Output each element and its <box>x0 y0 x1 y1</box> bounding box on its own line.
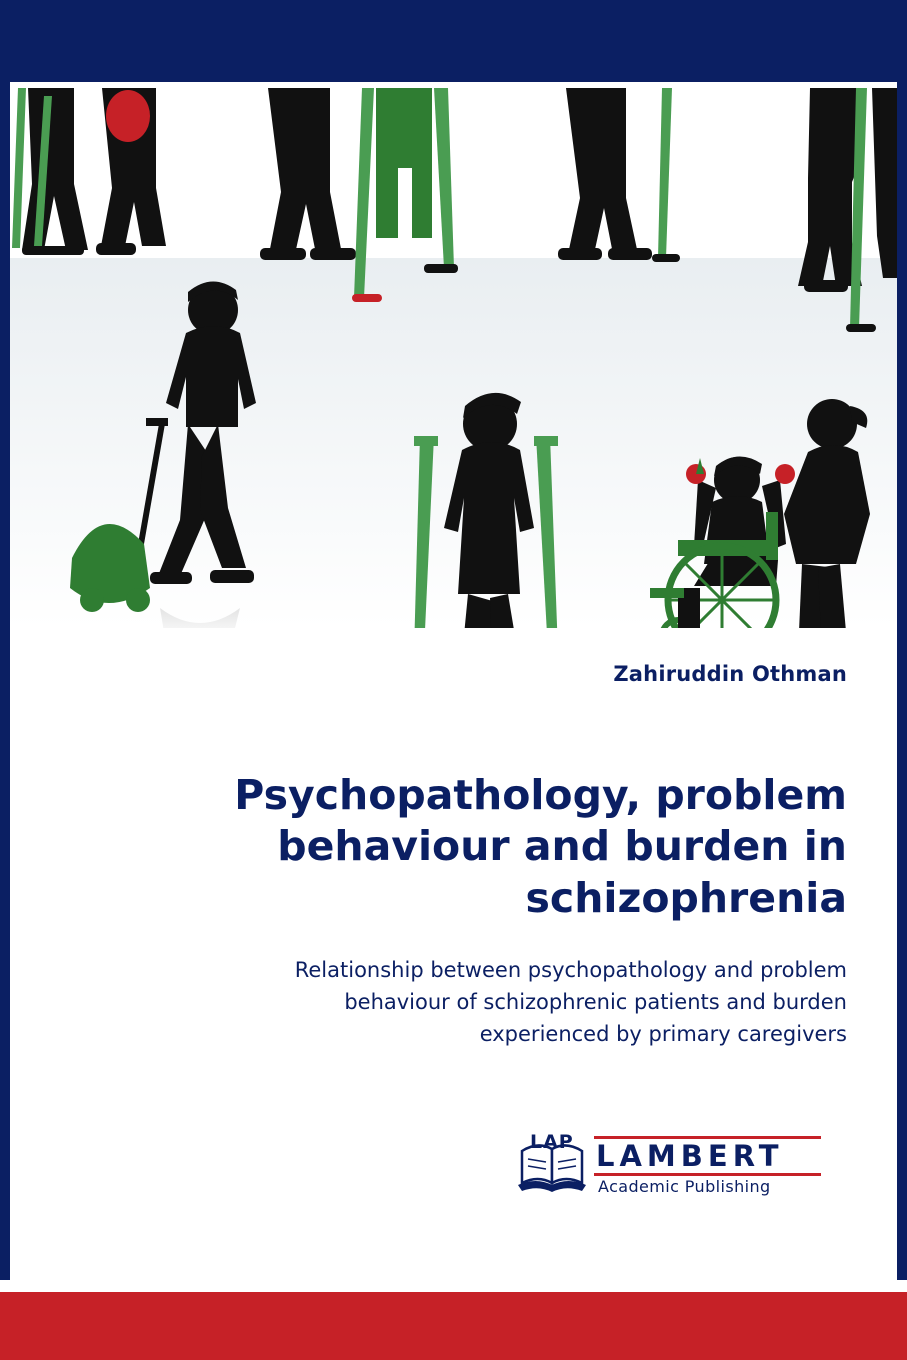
top-navy-band <box>0 0 907 82</box>
author-name: Zahiruddin Othman <box>613 662 847 686</box>
title-line-1: Psychopathology, problem <box>234 771 847 819</box>
bottom-white-gap <box>0 1280 907 1292</box>
logo-rule-bottom <box>594 1173 821 1176</box>
title-line-2: behaviour and burden in <box>277 822 847 871</box>
subtitle-line-2: behaviour of schizophrenic patients and burden <box>344 989 847 1014</box>
right-navy-rail <box>897 82 907 1280</box>
bottom-red-band <box>0 1292 907 1360</box>
publisher-mark: LAP <box>530 1131 574 1153</box>
publisher-tagline: Academic Publishing <box>598 1177 771 1196</box>
book-title <box>60 770 847 924</box>
subtitle-line-3: experienced by primary caregivers <box>479 1021 847 1046</box>
subtitle-line-1: Relationship between psychopathology and problem <box>294 958 847 982</box>
title-line-3: schizophrenia <box>525 873 847 922</box>
cover-illustration <box>10 88 897 628</box>
publisher-name: LAMBERT <box>596 1139 784 1173</box>
book-subtitle <box>60 955 847 1051</box>
publisher-logo <box>516 1125 821 1203</box>
